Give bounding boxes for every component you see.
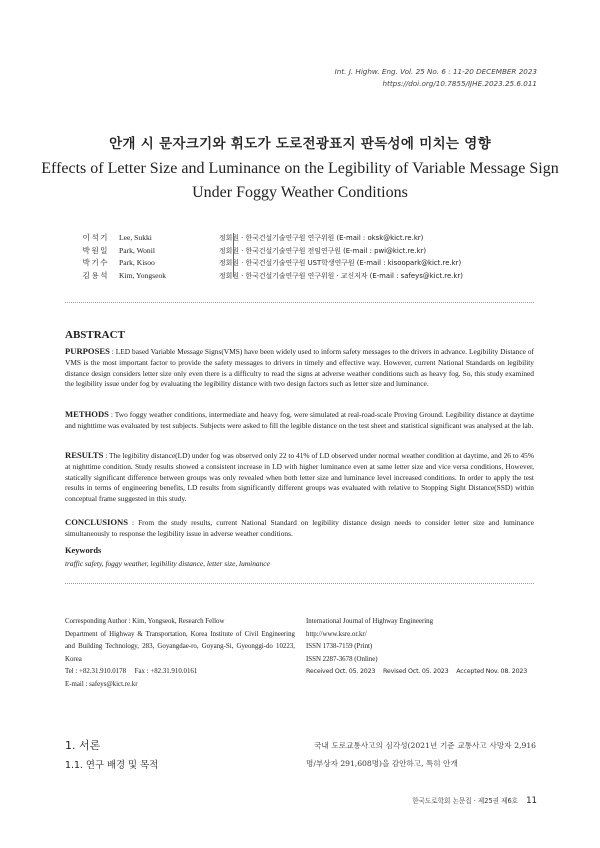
issn-online: ISSN 2287-3678 (Online) — [306, 655, 378, 663]
journal-info-block — [306, 616, 536, 679]
author-affiliation: 정회원 · 한국건설기술연구원 연구위원 · 교신저자 (E-mail : safeys@kict.re.kr) — [219, 271, 463, 280]
journal-url[interactable]: http://www.ksre.or.kr/ — [306, 630, 367, 638]
revised-label: Revised — [383, 668, 407, 676]
issn-print: ISSN 1738-7159 (Print) — [306, 643, 373, 651]
dotted-divider — [65, 583, 534, 584]
section-heading-introduction: 1. 서론 — [65, 739, 101, 752]
methods-text: : Two foggy weather conditions, intermediate and heavy fog, were simulated at real-road-scale Proving Ground. Legibility distance at daytime and nighttime was evaluated by test subjects. Subjects were asked to fill the legible distance on the test sheet and statistical significant was analysed at the lab. — [65, 410, 534, 430]
accepted-date: Nov. 08. 2023 — [485, 668, 527, 676]
doi-link[interactable]: https://doi.org/10.7855/IJHE.2023.25.6.011 — [382, 79, 537, 88]
abstract-conclusions — [65, 517, 534, 540]
conclusions-text: : From the study results, current National Standard on legibility distance design needs to consider letter size and luminance simultaneously to response the legibility issue in adverse weather conditions. — [65, 518, 534, 538]
keywords-text: traffic safety, foggy weather, legibility distance, letter size, luminance — [65, 559, 270, 568]
journal-header — [335, 66, 537, 90]
author-name-korean: 이석기 — [82, 233, 109, 242]
corresponding-author-email: E-mail : safeys@kict.re.kr — [65, 680, 138, 688]
subsection-heading-background: 1.1. 연구 배경 및 목적 — [65, 760, 159, 771]
abstract-results — [65, 450, 534, 505]
journal-name: International Journal of Highway Engineering — [306, 618, 434, 625]
author-name-english: Lee, Sukki — [119, 233, 152, 242]
author-name-english: Kim, Yongseok — [119, 270, 167, 280]
keywords-heading: Keywords — [65, 546, 102, 555]
received-label: Received — [306, 668, 334, 676]
abstract-purposes — [65, 346, 534, 390]
author-name-english: Park, Kisoo — [119, 258, 155, 267]
page-number: 11 — [526, 796, 537, 806]
submission-dates — [306, 666, 536, 679]
dotted-divider — [65, 302, 534, 303]
purposes-label: PURPOSES — [65, 346, 110, 356]
abstract-methods — [65, 409, 534, 432]
body-text — [306, 737, 536, 773]
journal-citation: Int. J. Highw. Eng. Vol. 25 No. 6 : 11-20 DECEMBER 2023 — [334, 67, 537, 76]
author-list — [75, 232, 463, 282]
received-date: Oct. 05. 2023 — [334, 668, 376, 676]
author-name-english: Park, Wonil — [119, 245, 155, 255]
author-affiliation: 정회원 · 한국건설기술연구원 연구위원 (E-mail : oksk@kict.re.kr) — [219, 234, 424, 242]
results-text: : The legibility distance(LD) under fog was observed only 22 to 41% of LD observed under normal weather condition at daytime, and 26 to 45% at nighttime condition. Study results showed a consistent increase in LD with higher luminance even at same letter size and vice versa conditions, However, statically significant difference between groups was only revealed when both letter size and luminance level increased conditions. In order to apply the test results in terms of engineering benefits, LD results from significantly different groups was evaluated with relative to Stopping Sight Distance(SSD) within conceptual frame suggested in this study. — [65, 451, 534, 504]
revised-date: Oct. 05. 2023 — [408, 668, 449, 676]
author-divider — [233, 233, 234, 277]
body-paragraph: 국내 도로교통사고의 심각성(2021년 기준 교통사고 사망자 2,916명/부상자 291,608명)을 감안하고, 특히 안개 — [306, 741, 536, 768]
page-footer — [412, 795, 537, 806]
author-row — [75, 232, 463, 245]
corresponding-author-block — [65, 616, 295, 692]
author-name-korean: 박기수 — [82, 258, 109, 267]
accepted-label: Accepted — [456, 668, 484, 676]
author-row — [75, 270, 463, 283]
methods-label: METHODS — [65, 409, 109, 419]
corresponding-author-line: Corresponding Author : Kim, Yongseok, Research Fellow — [65, 618, 225, 625]
author-affiliation: 정회원 · 한국건설기술연구원 UST학생연구원 (E-mail : kisoopark@kict.re.kr) — [219, 259, 462, 267]
title-korean: 안개 시 문자크기와 휘도가 도로전광표지 판독성에 미치는 영향 — [109, 136, 491, 152]
title-english-line1: Effects of Letter Size and Luminance on the Legibility of Variable Message Sign — [41, 160, 559, 177]
results-label: RESULTS — [65, 450, 104, 460]
title-english-line2: Under Foggy Weather Conditions — [192, 184, 408, 201]
author-name-korean: 박원일 — [82, 245, 109, 255]
purposes-text: : LED based Variable Message Signs(VMS) have been widely used to inform safety messages to the drivers in advance. Legibility Distance of VMS is the most important factor to provide the safety messages to drivers in timely and effective way. However, current National Standards on legibility distance design considers letter size only even there is a difficulty to read the signs at adverse weather conditions such as heavy fog. So, this study examined the legibility issue under fog by evaluating the legibility distance with two design factors such as letter size and luminance. — [65, 347, 534, 389]
author-name-korean: 김용석 — [82, 270, 109, 280]
author-affiliation: 정회원 · 한국건설기술연구원 전임연구원 (E-mail : pwi@kict.re.kr) — [219, 246, 427, 255]
author-row — [75, 245, 463, 258]
corresponding-author-tel: Tel : +82.31.910.0178 Fax : +82.31.910.0161 — [65, 668, 198, 676]
title-english — [0, 157, 600, 205]
author-row — [75, 257, 463, 270]
conclusions-label: CONCLUSIONS — [65, 517, 129, 527]
footer-journal: 한국도로학회 논문집 · 제25권 제6호 — [412, 797, 519, 805]
abstract-heading: ABSTRACT — [65, 329, 125, 341]
corresponding-author-address: Department of Highway & Transportation, Korea Institute of Civil Engineering and Building Technology, 283, Goyangdae-ro, Goyang-Si, Gyeonggi-do 10223, Korea — [65, 630, 295, 663]
